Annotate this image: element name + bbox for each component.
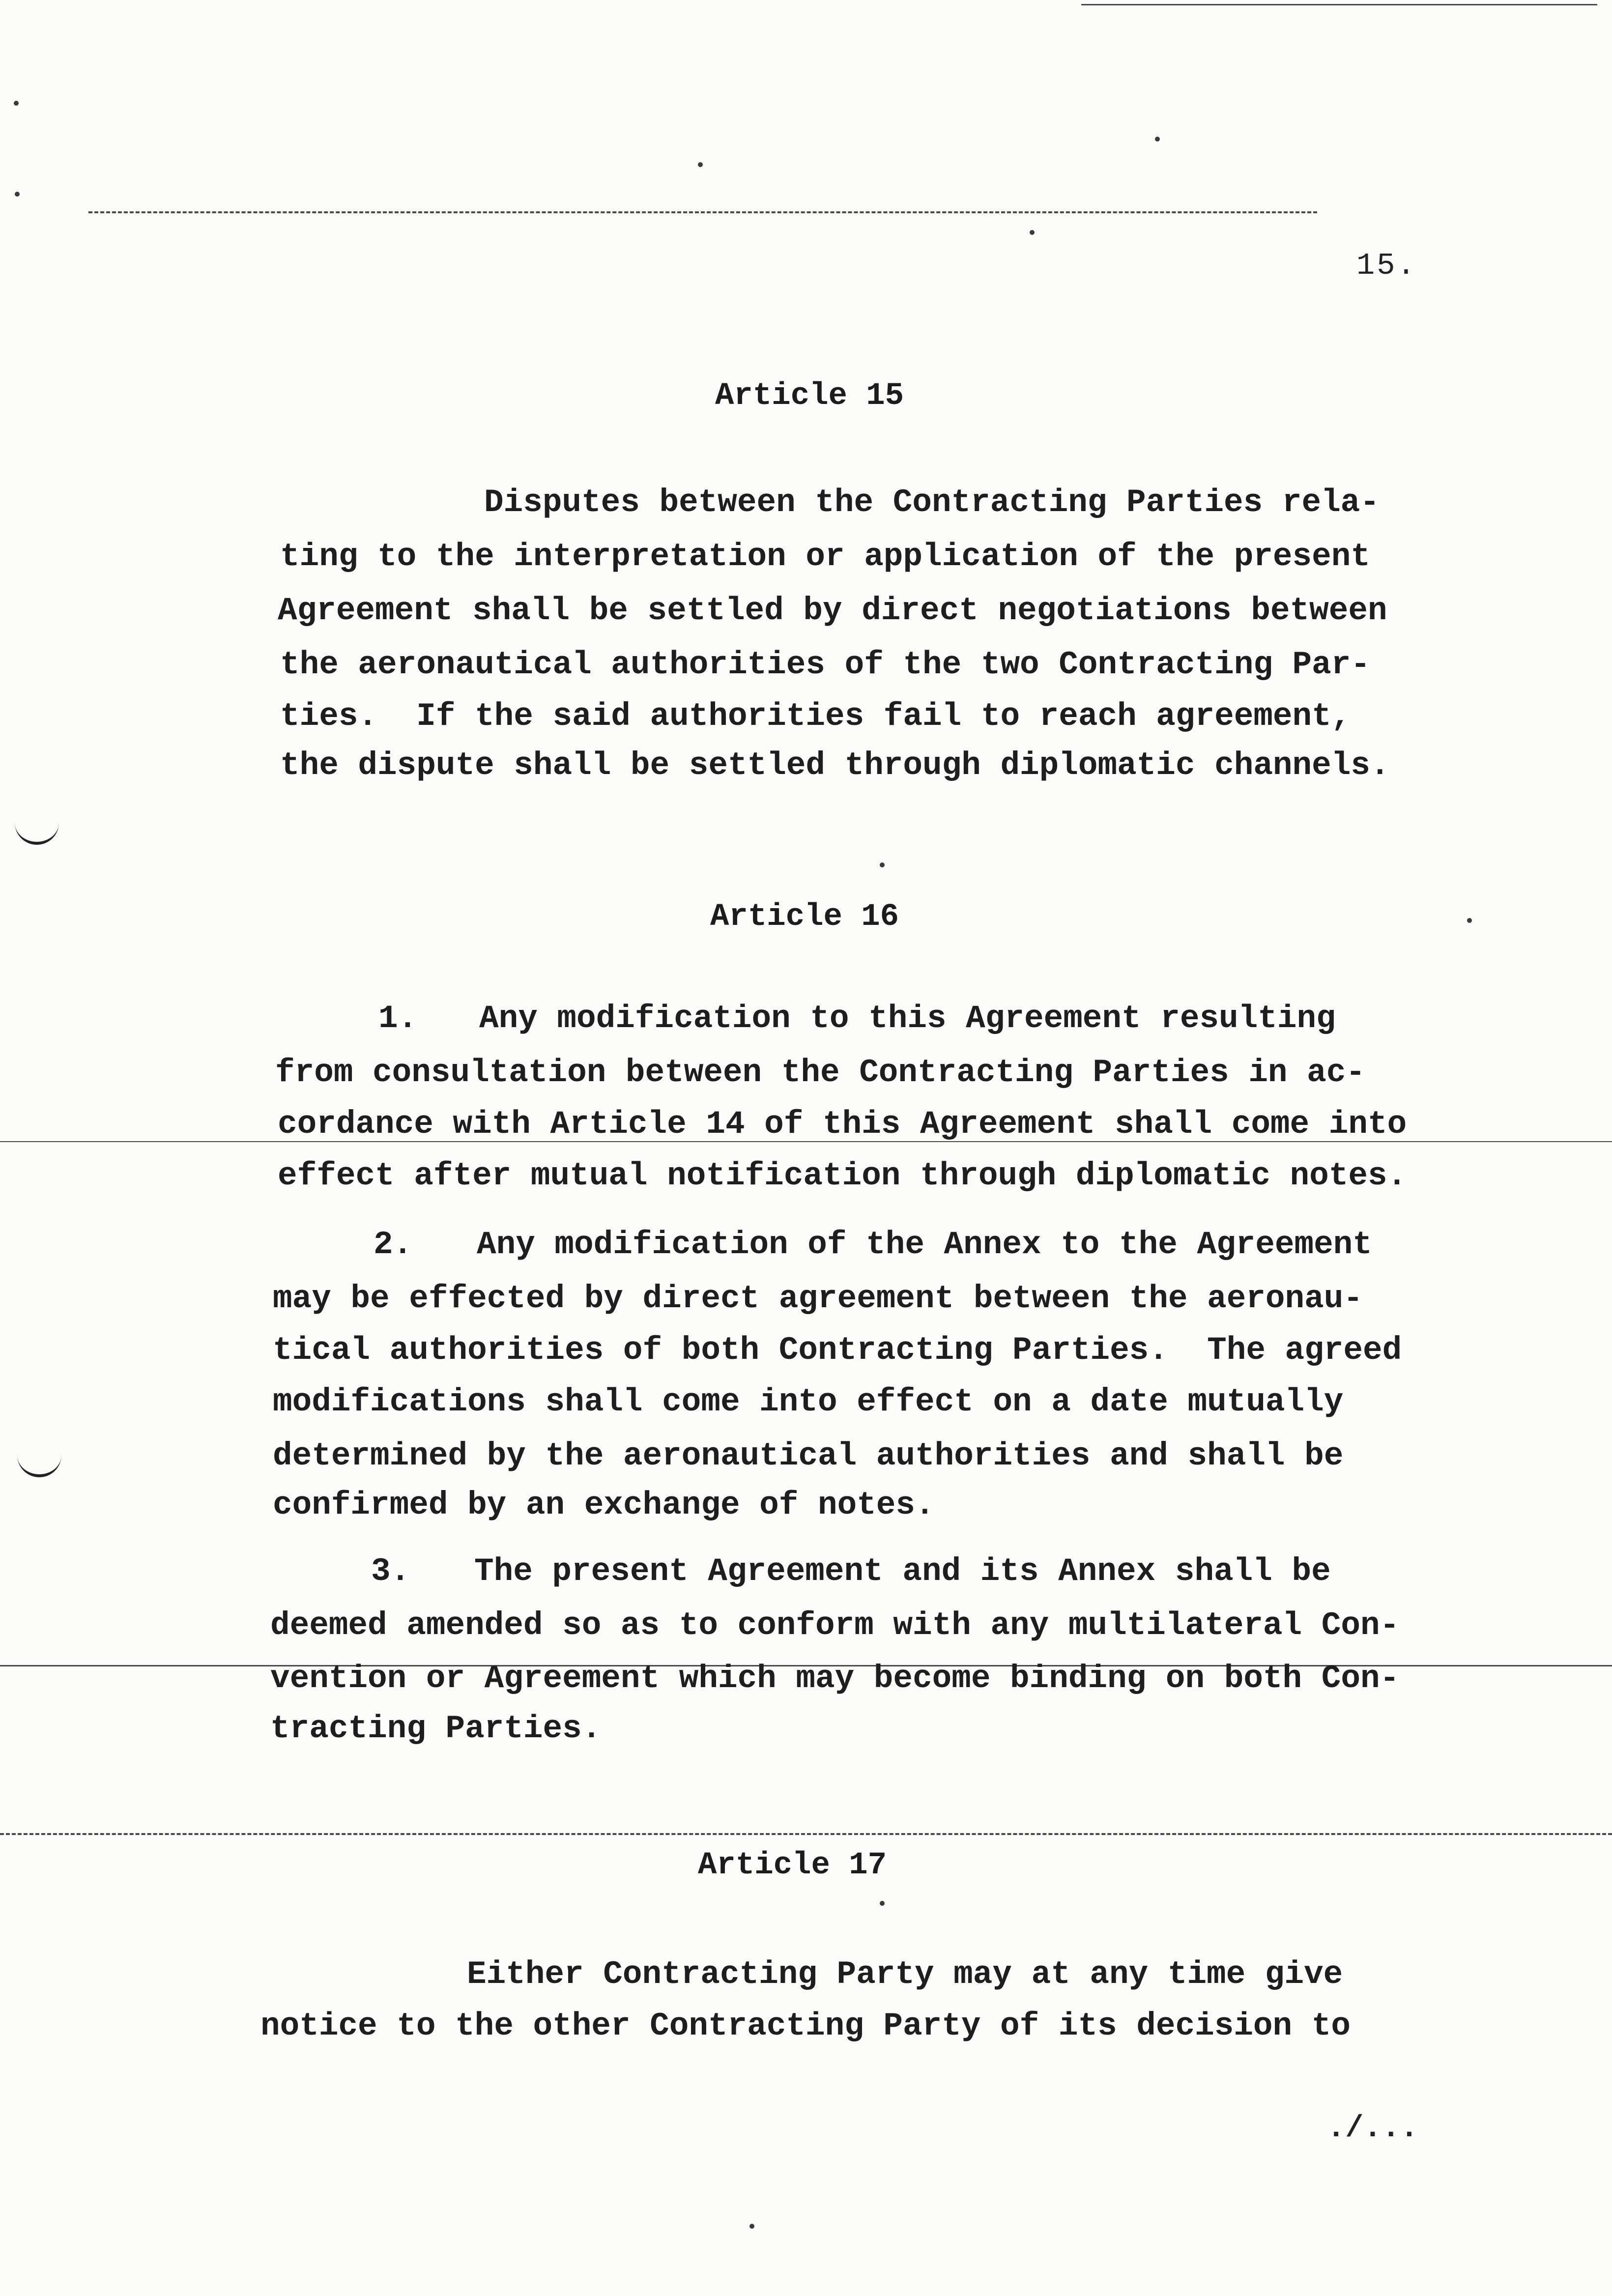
margin-mark: [17, 1452, 61, 1477]
article-15-line: ting to the interpretation or application of the present: [280, 538, 1370, 575]
scan-speck: [14, 101, 19, 106]
article-15-line: Agreement shall be settled by direct negotiations between: [278, 592, 1387, 629]
article-15-line: the dispute shall be settled through diplomatic channels.: [280, 747, 1390, 784]
article-16-heading: Article 16: [710, 899, 899, 935]
article-15-line: Disputes between the Contracting Parties rela-: [484, 484, 1380, 521]
scan-rule: [0, 1833, 1612, 1835]
article-16-para-2-line: modifications shall come into effect on a date mutually: [273, 1383, 1344, 1420]
article-16-para-2-line: confirmed by an exchange of notes.: [273, 1487, 935, 1523]
article-16-para-2-number: 2.: [374, 1226, 413, 1263]
scan-speck: [1155, 137, 1160, 142]
article-15-line: the aeronautical authorities of the two Contracting Par-: [280, 646, 1370, 683]
article-16-para-3-line: deemed amended so as to conform with any multilateral Con-: [270, 1607, 1400, 1644]
article-16-para-2-line: Any modification of the Annex to the Agreement: [477, 1226, 1372, 1263]
article-16-para-2-line: may be effected by direct agreement between the aeronau-: [273, 1280, 1363, 1317]
article-15-heading: Article 15: [715, 378, 904, 414]
scan-rule: [88, 211, 1317, 213]
article-16-para-2-line: tical authorities of both Contracting Parties. The agreed: [273, 1332, 1402, 1369]
article-15-line: ties. If the said authorities fail to reach agreement,: [280, 698, 1351, 735]
article-16-para-1-line: cordance with Article 14 of this Agreement shall come into: [278, 1106, 1407, 1143]
article-17-line: Either Contracting Party may at any time give: [467, 1956, 1343, 1993]
article-16-para-3-number: 3.: [371, 1553, 410, 1590]
scan-speck: [1467, 918, 1472, 923]
scan-speck: [1030, 230, 1035, 235]
article-17-heading: Article 17: [698, 1848, 887, 1883]
article-16-para-1-number: 1.: [378, 1000, 418, 1037]
scan-speck: [15, 192, 20, 197]
article-16-para-1-line: from consultation between the Contracting Parties in ac-: [275, 1054, 1365, 1091]
article-16-para-3-line: The present Agreement and its Annex shall be: [474, 1553, 1331, 1590]
margin-mark: [15, 820, 59, 845]
scan-speck: [749, 2224, 754, 2229]
continuation-marker: ./...: [1327, 2111, 1419, 2146]
page-number: 15.: [1356, 248, 1417, 283]
article-16-para-1-line: Any modification to this Agreement resulting: [479, 1000, 1336, 1037]
scan-speck: [880, 862, 885, 867]
scan-speck: [880, 1901, 885, 1906]
article-16-para-1-line: effect after mutual notification through diplomatic notes.: [278, 1157, 1407, 1194]
article-16-para-2-line: determined by the aeronautical authorities and shall be: [273, 1437, 1344, 1474]
article-16-para-3-line: vention or Agreement which may become binding on both Con-: [270, 1660, 1400, 1697]
article-16-para-3-line: tracting Parties.: [270, 1710, 602, 1747]
scan-speck: [698, 162, 703, 167]
scan-rule: [1081, 4, 1597, 5]
article-17-line: notice to the other Contracting Party of its decision to: [260, 2008, 1351, 2044]
